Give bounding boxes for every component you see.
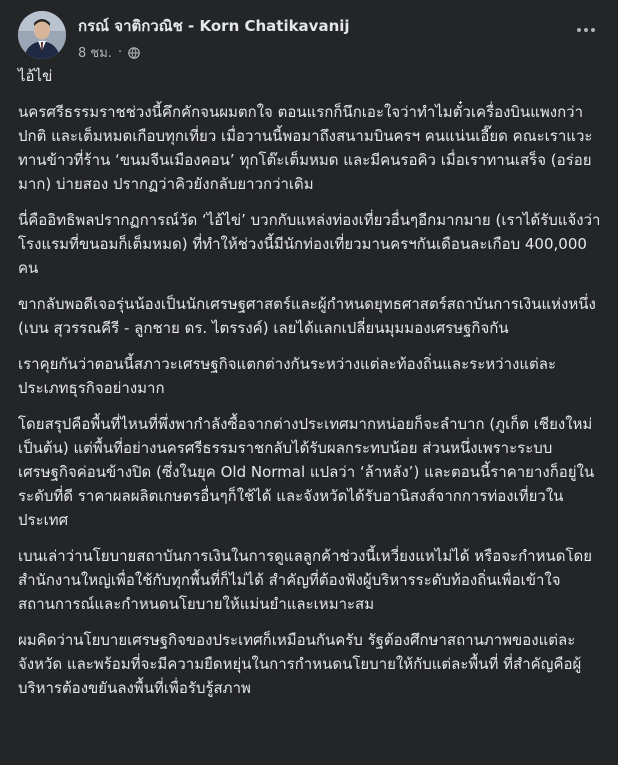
post-paragraph: นครศรีธรรมราชช่วงนี้คึกคักจนผมตกใจ ตอนแรกก็นึกเอะใจว่าทำไมตั๋วเครื่องบินแพงกว่าปกติ และเต็มหมดเกือบทุกเที่ยว เมื่อวานนี้พอมาถึงสนามบินครฯ คนแน่นเอี๊ยด คณะเราแวะทานข้าวที่ร้าน ‘ขนมจีนเมืองคอน’ ทุกโต๊ะเต็มหมด และมีคนรอคิว เมื่อเราทานเสร็จ (อร่อยมาก) บ่ายสอง ปรากฏว่าคิวยังกลับยาวกว่าเดิม: [18, 103, 593, 193]
post-paragraph: โดยสรุปคือพื้นที่ไหนที่พึ่งพากำลังซื้อจากต่างประเทศมากหน่อยก็จะลำบาก (ภูเก็ต เชียงใหม่ เป็นต้น) แต่พื้นที่อย่างนครศรีธรรมราชกลับได้รับผลกระทบน้อย ส่วนหนึ่งเพราะระบบเศรษฐกิจค่อนข้างปิด (ซึ่งในยุค Old Normal แปลว่า ‘ล้าหลัง’) และตอนนี้ราคายางก็อยู่ในระดับที่ดี ราคาผลผลิตเกษตรอื่นๆก็ใช้ได้ และจังหวัดได้รับอานิสงส์จากการท่องเที่ยวในประเทศ: [18, 415, 595, 529]
globe-icon[interactable]: [128, 47, 140, 59]
author-avatar[interactable]: [18, 11, 66, 59]
post-paragraph: ไอ้ไข่: [18, 67, 53, 85]
post-body: [18, 64, 604, 712]
author-name[interactable]: กรณ์ จาติกวณิช - Korn Chatikavanij: [78, 17, 350, 35]
more-dot: [584, 28, 588, 32]
post-meta: [78, 42, 140, 63]
post-paragraph: นี่คืออิทธิพลปรากฏการณ์วัด ‘ไอ้ไข่’ บวกกับแหล่งท่องเที่ยวอื่นๆอีกมากมาย (เราได้รับแจ้งว่าโรงแรมที่ขนอมก็เต็มหมด) ที่ทำให้ช่วงนี้มีนักท่องเที่ยวมานครฯกันเดือนละเกือบ 400,000 คน: [18, 211, 601, 277]
more-dot: [577, 28, 581, 32]
post-timestamp[interactable]: 8 ชม.: [78, 46, 112, 61]
post-paragraph: ผมคิดว่านโยบายเศรษฐกิจของประเทศก็เหมือนกันครับ รัฐต้องศึกษาสถานภาพของแต่ละจังหวัด และพร้อมที่จะมีความยืดหยุ่นในการกำหนดนโยบายให้กับแต่ละพื้นที่ ที่สำคัญคือผู้บริหารต้องขยันลงพื้นที่เพื่อรับรู้สภาพ: [18, 631, 582, 697]
more-options-icon[interactable]: [572, 16, 600, 44]
post-paragraph: เบนเล่าว่านโยบายสถาบันการเงินในการดูแลลูกค้าช่วงนี้เหวี่ยงแหไม่ได้ หรือจะกำหนดโดยสำนักงานใหญ่เพื่อใช้กับทุกพื้นที่ก็ไม่ได้ สำคัญที่ต้องฟังผู้บริหารระดับท้องถิ่นเพื่อเข้าใจสถานการณ์และกำหนดนโยบายให้แม่นยำและเหมาะสม: [18, 547, 593, 613]
post-header: [18, 10, 608, 70]
avatar-image: [18, 11, 66, 59]
meta-separator: ·: [117, 45, 123, 60]
post-paragraph: เราคุยกันว่าตอนนี้สภาวะเศรษฐกิจแตกต่างกันระหว่างแต่ละท้องถิ่นและระหว่างแต่ละประเภทธุรกิจอย่างมาก: [18, 355, 557, 397]
post-paragraph: ขากลับพอดีเจอรุ่นน้องเป็นนักเศรษฐศาสตร์และผู้กำหนดยุทธศาสตร์สถาบันการเงินแห่งหนึ่ง (เบน สุวรรณคีรี - ลูกชาย ดร. ไตรรงค์) เลยได้แลกเปลี่ยนมุมมองเศรษฐกิจกัน: [18, 295, 596, 337]
more-dot: [591, 28, 595, 32]
